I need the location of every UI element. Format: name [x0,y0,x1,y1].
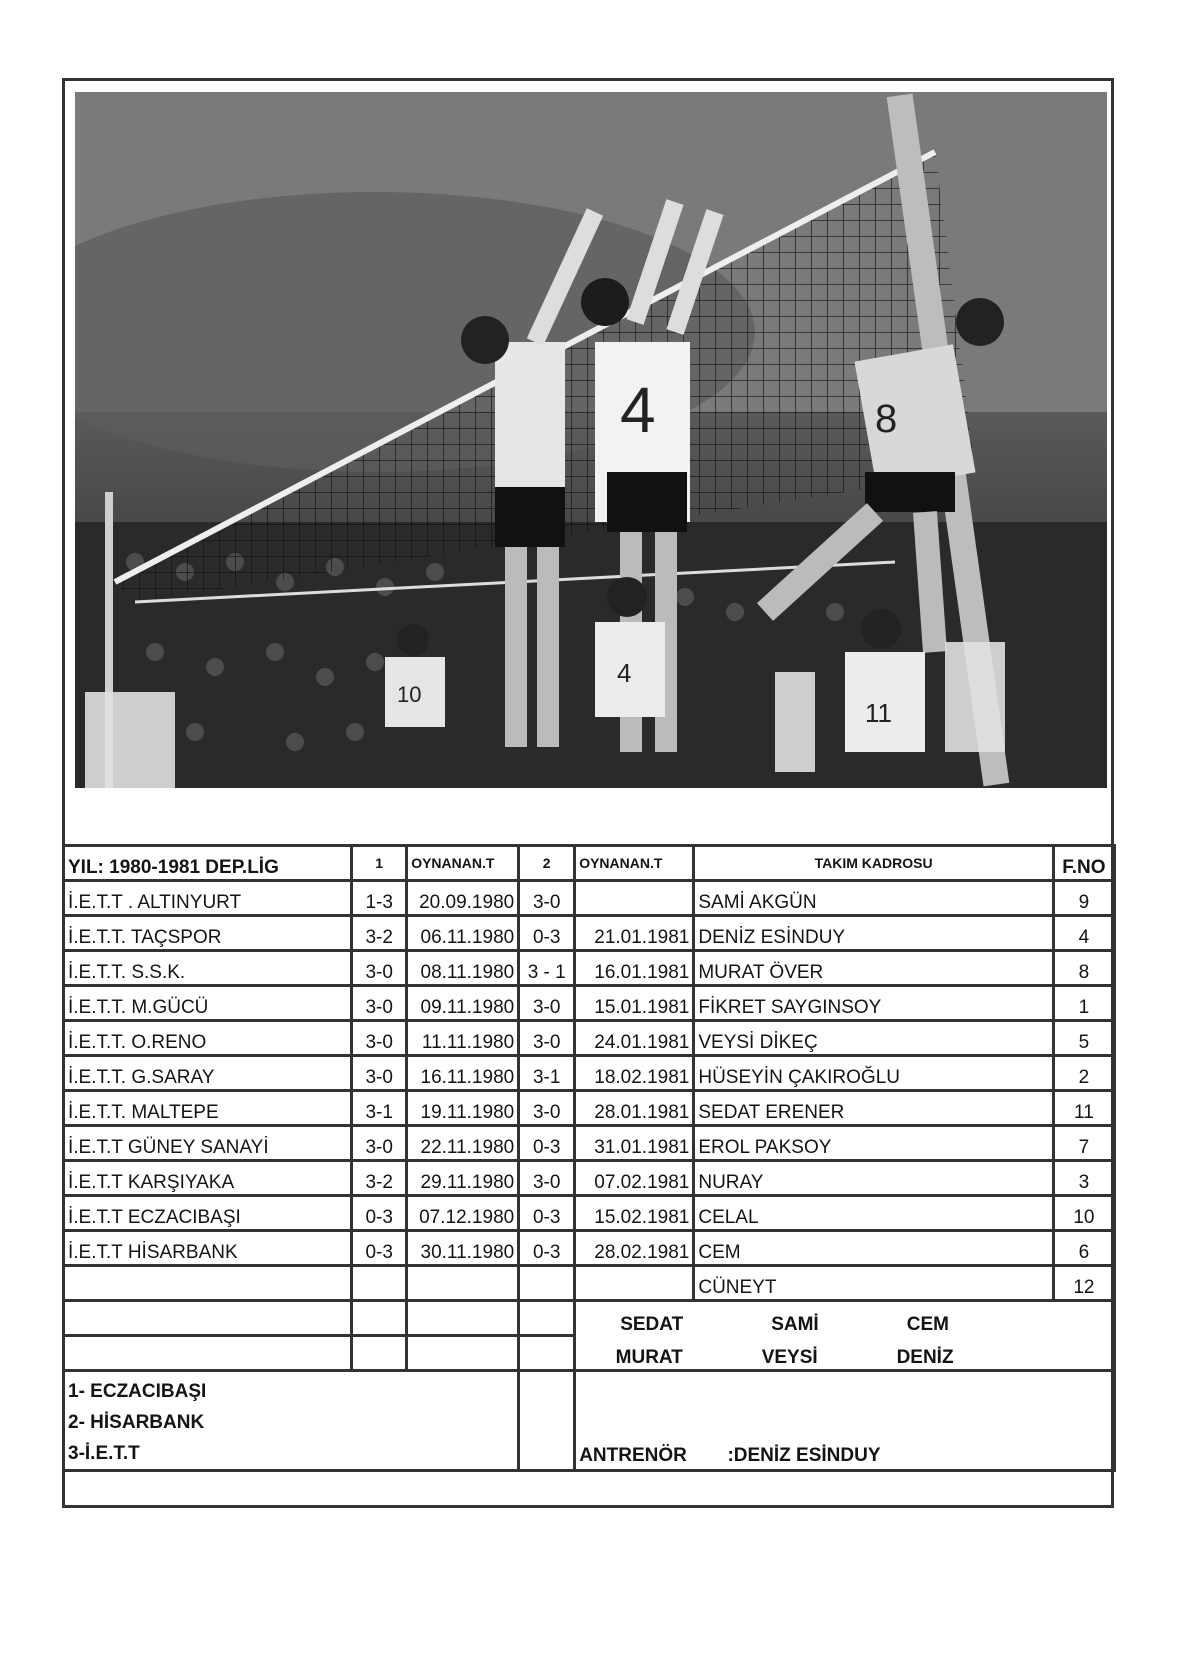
score-first-half: 3-0 [352,951,407,986]
date-first-half: 08.11.1980 [407,951,519,986]
match-opponent: İ.E.T.T. G.SARAY [64,1056,352,1091]
roster-player: EROL PAKSOY [694,1126,1053,1161]
player-number: 1 [1053,986,1114,1021]
score-second-half: 3 - 1 [519,951,575,986]
date-second-half: 28.02.1981 [575,1231,694,1266]
score-second-half: 3-1 [519,1056,575,1091]
roster-player: NURAY [694,1161,1053,1196]
score-first-half: 3-2 [352,916,407,951]
standing-3: 3-İ.E.T.T [68,1443,140,1464]
match-opponent: İ.E.T.T . ALTINYURT [64,881,352,916]
score-second-half: 3-0 [519,1091,575,1126]
starters-line-1 [575,1301,1115,1336]
starter-name: CEM [906,1313,949,1335]
date-second-half: 07.02.1981 [575,1161,694,1196]
player-number: 8 [1053,951,1114,986]
score-second-half: 0-3 [519,1126,575,1161]
score-first-half: 3-0 [352,1056,407,1091]
jersey-no-header: F.NO [1053,846,1114,881]
starter-name: SAMİ [771,1313,819,1335]
match-opponent: İ.E.T.T KARŞIYAKA [64,1161,352,1196]
table-row [64,951,1115,986]
roster-player: SEDAT ERENER [694,1091,1053,1126]
final-row [64,1371,1115,1471]
player-number: 11 [1053,1091,1114,1126]
table-row [64,1056,1115,1091]
date-first-half: 09.11.1980 [407,986,519,1021]
jersey-number-8: 8 [875,397,898,441]
coach-name: :DENİZ ESİNDUY [727,1445,881,1466]
second-half-header: 2 [519,846,575,881]
table-header-row [64,846,1115,881]
match-opponent: İ.E.T.T. O.RENO [64,1021,352,1056]
score-first-half: 3-0 [352,1021,407,1056]
score-second-half: 3-0 [519,986,575,1021]
date-first-half: 16.11.1980 [407,1056,519,1091]
score-first-half: 0-3 [352,1196,407,1231]
roster-player: CÜNEYT [694,1266,1053,1301]
roster-player: DENİZ ESİNDUY [694,916,1053,951]
date-first-half: 06.11.1980 [407,916,519,951]
roster-player: CEM [694,1231,1053,1266]
first-half-header: 1 [352,846,407,881]
date-first-half: 07.12.1980 [407,1196,519,1231]
score-first-half [352,1266,407,1301]
table-row [64,1021,1115,1056]
score-second-half: 0-3 [519,1196,575,1231]
date-second-half: 24.01.1981 [575,1021,694,1056]
table-row [64,1266,1115,1301]
played-date-2-header: OYNANAN.T [575,846,694,881]
date-second-half: 15.02.1981 [575,1196,694,1231]
score-second-half: 3-0 [519,881,575,916]
match-opponent: İ.E.T.T ECZACIBAŞI [64,1196,352,1231]
photo-illustration [75,92,1107,788]
date-first-half: 11.11.1980 [407,1021,519,1056]
roster-player: MURAT ÖVER [694,951,1053,986]
date-first-half [407,1266,519,1301]
match-opponent: İ.E.T.T. S.S.K. [64,951,352,986]
date-second-half: 21.01.1981 [575,916,694,951]
score-first-half: 3-1 [352,1091,407,1126]
match-opponent: İ.E.T.T. TAÇSPOR [64,916,352,951]
match-opponent: İ.E.T.T GÜNEY SANAYİ [64,1126,352,1161]
score-first-half: 3-2 [352,1161,407,1196]
match-opponent: İ.E.T.T HİSARBANK [64,1231,352,1266]
jersey-number-10: 10 [397,682,422,707]
date-first-half: 29.11.1980 [407,1161,519,1196]
played-date-1-header: OYNANAN.T [407,846,519,881]
table-row [64,1196,1115,1231]
score-first-half: 3-0 [352,986,407,1021]
starter-name: VEYSİ [761,1347,818,1368]
date-first-half: 19.11.1980 [407,1091,519,1126]
roster-player: VEYSİ DİKEÇ [694,1021,1053,1056]
jersey-number-4: 4 [620,374,656,446]
date-first-half: 30.11.1980 [407,1231,519,1266]
starter-name: DENİZ [896,1347,954,1368]
date-second-half: 31.01.1981 [575,1126,694,1161]
score-second-half: 0-3 [519,916,575,951]
table-row [64,1231,1115,1266]
season-results-table [62,844,1116,1472]
score-second-half: 0-3 [519,1231,575,1266]
date-first-half: 20.09.1980 [407,881,519,916]
date-first-half: 22.11.1980 [407,1126,519,1161]
standing-2: 2- HİSARBANK [68,1412,205,1433]
date-second-half: 15.01.1981 [575,986,694,1021]
date-second-half: 18.02.1981 [575,1056,694,1091]
starters-line-2 [575,1336,1115,1371]
match-opponent [64,1266,352,1301]
date-second-half [575,1266,694,1301]
season-label: YIL: 1980-1981 DEP.LİG [64,846,352,881]
table-row [64,1126,1115,1161]
roster-player: FİKRET SAYGINSOY [694,986,1053,1021]
coach-line [575,1371,1115,1471]
date-second-half: 28.01.1981 [575,1091,694,1126]
roster-player: HÜSEYİN ÇAKIROĞLU [694,1056,1053,1091]
table-row [64,916,1115,951]
player-number: 5 [1053,1021,1114,1056]
roster-player: CELAL [694,1196,1053,1231]
league-standings [64,1371,519,1471]
player-number: 6 [1053,1231,1114,1266]
player-number: 3 [1053,1161,1114,1196]
score-first-half: 1-3 [352,881,407,916]
coach-label: ANTRENÖR [579,1445,687,1466]
roster-player: SAMİ AKGÜN [694,881,1053,916]
jersey-number-4-bench: 4 [617,658,632,688]
table-row [64,1091,1115,1126]
player-number: 12 [1053,1266,1114,1301]
volleyball-match-photo [75,92,1107,788]
roster-header: TAKIM KADROSU [694,846,1053,881]
table-row [64,1161,1115,1196]
score-second-half: 3-0 [519,1021,575,1056]
standing-1: 1- ECZACIBAŞI [68,1381,207,1402]
match-opponent: İ.E.T.T. MALTEPE [64,1091,352,1126]
score-second-half: 3-0 [519,1161,575,1196]
player-number: 9 [1053,881,1114,916]
player-number: 2 [1053,1056,1114,1091]
jersey-number-11: 11 [865,698,892,728]
match-opponent: İ.E.T.T. M.GÜCÜ [64,986,352,1021]
player-number: 7 [1053,1126,1114,1161]
starter-name: MURAT [615,1347,683,1368]
score-first-half: 0-3 [352,1231,407,1266]
player-number: 4 [1053,916,1114,951]
date-second-half [575,881,694,916]
starter-name: SEDAT [620,1313,684,1335]
table-row [64,986,1115,1021]
date-second-half: 16.01.1981 [575,951,694,986]
starters-row-2 [64,1336,1115,1371]
score-second-half [519,1266,575,1301]
table-row [64,881,1115,916]
player-number: 10 [1053,1196,1114,1231]
score-first-half: 3-0 [352,1126,407,1161]
starters-row-1 [64,1301,1115,1336]
